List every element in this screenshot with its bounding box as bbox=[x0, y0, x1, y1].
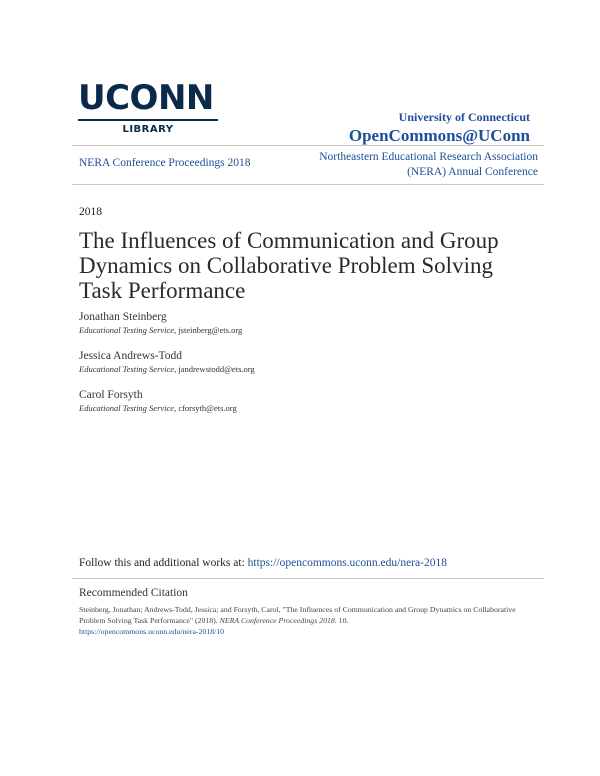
follow-line bbox=[79, 557, 447, 569]
author-name: Jessica Andrews-Todd bbox=[79, 350, 182, 362]
author-name: Jonathan Steinberg bbox=[79, 311, 167, 323]
author-affiliation bbox=[79, 364, 255, 374]
association-line-1: Northeastern Educational Research Association bbox=[319, 151, 538, 163]
citation-body bbox=[79, 604, 519, 637]
association-line-2: (NERA) Annual Conference bbox=[407, 166, 538, 178]
divider-bottom bbox=[72, 184, 544, 185]
university-name: University of Connecticut bbox=[398, 110, 530, 124]
divider-citation bbox=[72, 578, 544, 579]
author-block bbox=[79, 389, 237, 413]
recommended-citation bbox=[79, 587, 519, 637]
citation-text: Steinberg, Jonathan; Andrews-Todd, Jessica; and Forsyth, Carol, "The Influences of Communication and Group Dynamics on Collaborative Problem Solving Task Performance" (2018). bbox=[79, 605, 516, 625]
divider-top bbox=[72, 145, 544, 146]
institution-header bbox=[349, 110, 530, 146]
paper-year: 2018 bbox=[79, 206, 102, 218]
citation-link[interactable]: https://opencommons.uconn.edu/nera-2018/10 bbox=[79, 627, 225, 636]
opencommons-name: OpenCommons@UConn bbox=[348, 126, 530, 145]
logo-rule bbox=[78, 119, 218, 121]
author-email: , jsteinberg@ets.org bbox=[174, 325, 243, 335]
uconn-library-logo bbox=[78, 78, 218, 135]
author-block bbox=[79, 311, 242, 335]
author-block bbox=[79, 350, 255, 374]
author-affiliation bbox=[79, 325, 242, 335]
logo-wordmark: UCONN bbox=[78, 78, 214, 118]
collection-link[interactable]: https://opencommons.uconn.edu/nera-2018 bbox=[247, 557, 447, 569]
author-affiliation bbox=[79, 403, 237, 413]
logo-subtitle: LIBRARY bbox=[122, 124, 174, 135]
citation-journal: NERA Conference Proceedings 2018 bbox=[219, 616, 335, 625]
citation-heading: Recommended Citation bbox=[79, 587, 188, 599]
author-name: Carol Forsyth bbox=[79, 389, 143, 401]
affiliation-name: Educational Testing Service bbox=[79, 325, 175, 335]
association-link[interactable] bbox=[319, 150, 538, 180]
paper-title: The Influences of Communication and Group Dynamics on Collaborative Problem Solving Task Performance bbox=[79, 228, 499, 303]
proceedings-link[interactable]: NERA Conference Proceedings 2018 bbox=[79, 157, 251, 169]
follow-prefix: Follow this and additional works at: bbox=[79, 557, 248, 569]
author-email: , cforsyth@ets.org bbox=[174, 403, 237, 413]
citation-suffix: . 10. bbox=[334, 616, 349, 625]
affiliation-name: Educational Testing Service bbox=[79, 403, 175, 413]
affiliation-name: Educational Testing Service bbox=[79, 364, 175, 374]
author-email: , jandrewstodd@ets.org bbox=[174, 364, 255, 374]
